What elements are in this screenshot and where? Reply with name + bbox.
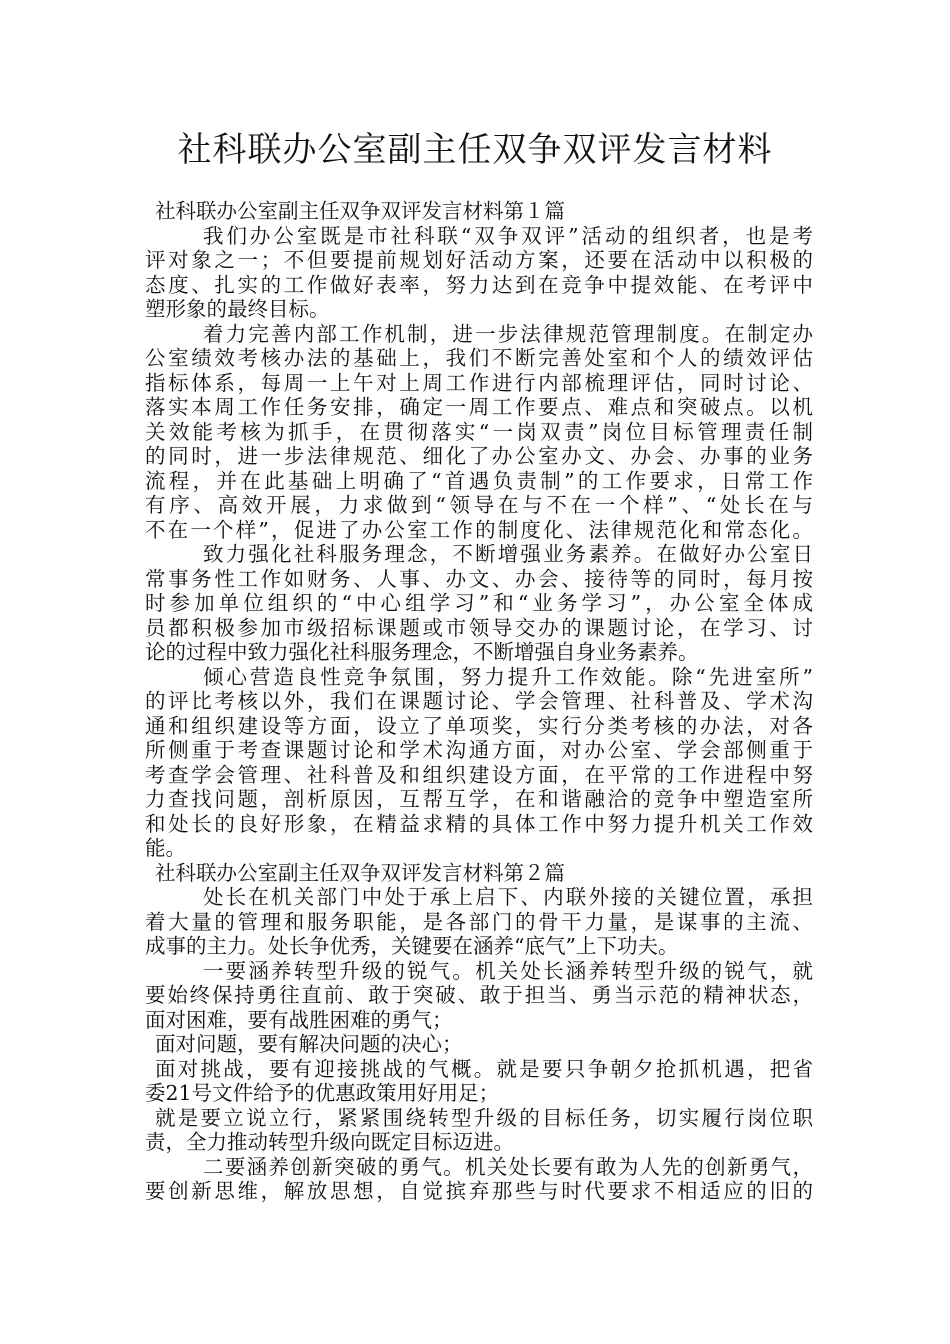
- text-line: 成事的主力。处长争优秀，关键要在涵养“底气”上下功夫。: [145, 934, 679, 958]
- section-heading: 社科联办公室副主任双争双评发言材料第１篇: [155, 199, 565, 223]
- text-line: 要创新思维，解放思想，自觉摈弃那些与时代要求不相适应的旧的: [145, 1179, 813, 1203]
- text-line: 公室绩效考核办法的基础上，我们不断完善处室和个人的绩效评估: [145, 346, 813, 370]
- text-line: 面对挑战，要有迎接挑战的气概。就是要只争朝夕抢抓机遇，把省: [155, 1056, 813, 1081]
- text-line: 有序、高效开展，力求做到“领导在与不在一个样”、“处长在与: [145, 493, 813, 517]
- text-line: 要始终保持勇往直前、敢于突破、敢于担当、勇当示范的精神状态，: [145, 983, 813, 1007]
- text-line: 责，全力推动转型升级向既定目标迈进。: [145, 1130, 514, 1154]
- section-heading: 社科联办公室副主任双争双评发言材料第２篇: [155, 860, 565, 885]
- text-line: 考查学会管理、社科普及和组织建设方面，在平常的工作进程中努: [145, 762, 813, 787]
- text-line: 论的过程中致力强化社科服务理念，不断增强自身业务素养。: [145, 640, 699, 664]
- text-line: 力查找问题，剖析原因，互帮互学，在和谐融洽的竞争中塑造室所: [145, 787, 813, 811]
- text-line: 着大量的管理和服务职能，是各部门的骨干力量，是谋事的主流、: [145, 909, 813, 934]
- text-line: 关效能考核为抓手，在贯彻落实“一岗双责”岗位目标管理责任制: [145, 419, 813, 444]
- text-line: 塑形象的最终目标。: [145, 297, 330, 321]
- text-line: 通和组织建设等方面，设立了单项奖，实行分类考核的办法，对各: [145, 713, 813, 738]
- text-line: 一要涵养转型升级的锐气。机关处长涵养转型升级的锐气，就: [203, 958, 813, 983]
- text-line: 面对困难，要有战胜困难的勇气；: [145, 1007, 453, 1032]
- document-title: 社科联办公室副主任双争双评发言材料: [177, 130, 773, 170]
- text-line: 态度、扎实的工作做好表率，努力达到在竞争中提效能、在考评中: [145, 272, 813, 297]
- text-line: 员都积极参加市级招标课题或市领导交办的课题讨论，在学习、讨: [145, 615, 813, 640]
- document-body: [145, 199, 813, 1204]
- text-line: 落实本周工作任务安排，确定一周工作要点、难点和突破点。以机: [145, 395, 813, 419]
- text-line: 和处长的良好形象，在精益求精的具体工作中努力提升机关工作效: [145, 811, 813, 836]
- text-line: 所侧重于考查课题讨论和学术沟通方面，对办公室、学会部侧重于: [145, 738, 813, 762]
- text-line: 二要涵养创新突破的勇气。机关处长要有敢为人先的创新勇气，: [203, 1154, 813, 1179]
- text-line: 处长在机关部门中处于承上启下、内联外接的关键位置，承担: [203, 885, 813, 909]
- text-line: 的评比考核以外，我们在课题讨论、学会管理、社科普及、学术沟: [145, 689, 813, 713]
- text-line: 面对问题，要有解决问题的决心；: [155, 1032, 463, 1056]
- text-line: 我们办公室既是市社科联“双争双评”活动的组织者，也是考: [203, 223, 813, 248]
- text-line: 能。: [145, 836, 186, 860]
- text-line: 不在一个样”，促进了办公室工作的制度化、法律规范化和常态化。: [145, 517, 813, 542]
- text-line: 常事务性工作如财务、人事、办文、办会、接待等的同时，每月按: [145, 566, 813, 591]
- text-line: 的同时，进一步法律规范、细化了办公室办文、办会、办事的业务: [145, 444, 813, 468]
- text-line: 就是要立说立行，紧紧围绕转型升级的目标任务，切实履行岗位职: [155, 1105, 813, 1130]
- text-line: 倾心营造良性竞争氛围，努力提升工作效能。除“先进室所”: [203, 664, 813, 689]
- text-line: 指标体系，每周一上午对上周工作进行内部梳理评估，同时讨论、: [145, 370, 813, 395]
- text-line: 致力强化社科服务理念，不断增强业务素养。在做好办公室日: [203, 542, 813, 566]
- text-line: 着力完善内部工作机制，进一步法律规范管理制度。在制定办: [203, 321, 813, 346]
- text-line: 时参加单位组织的“中心组学习”和“业务学习”，办公室全体成: [145, 591, 813, 615]
- text-line: 委21号文件给予的优惠政策用好用足；: [145, 1081, 500, 1105]
- text-line: 流程，并在此基础上明确了“首遇负责制”的工作要求，日常工作: [145, 468, 813, 493]
- text-line: 评对象之一；不但要提前规划好活动方案，还要在活动中以积极的: [145, 248, 813, 272]
